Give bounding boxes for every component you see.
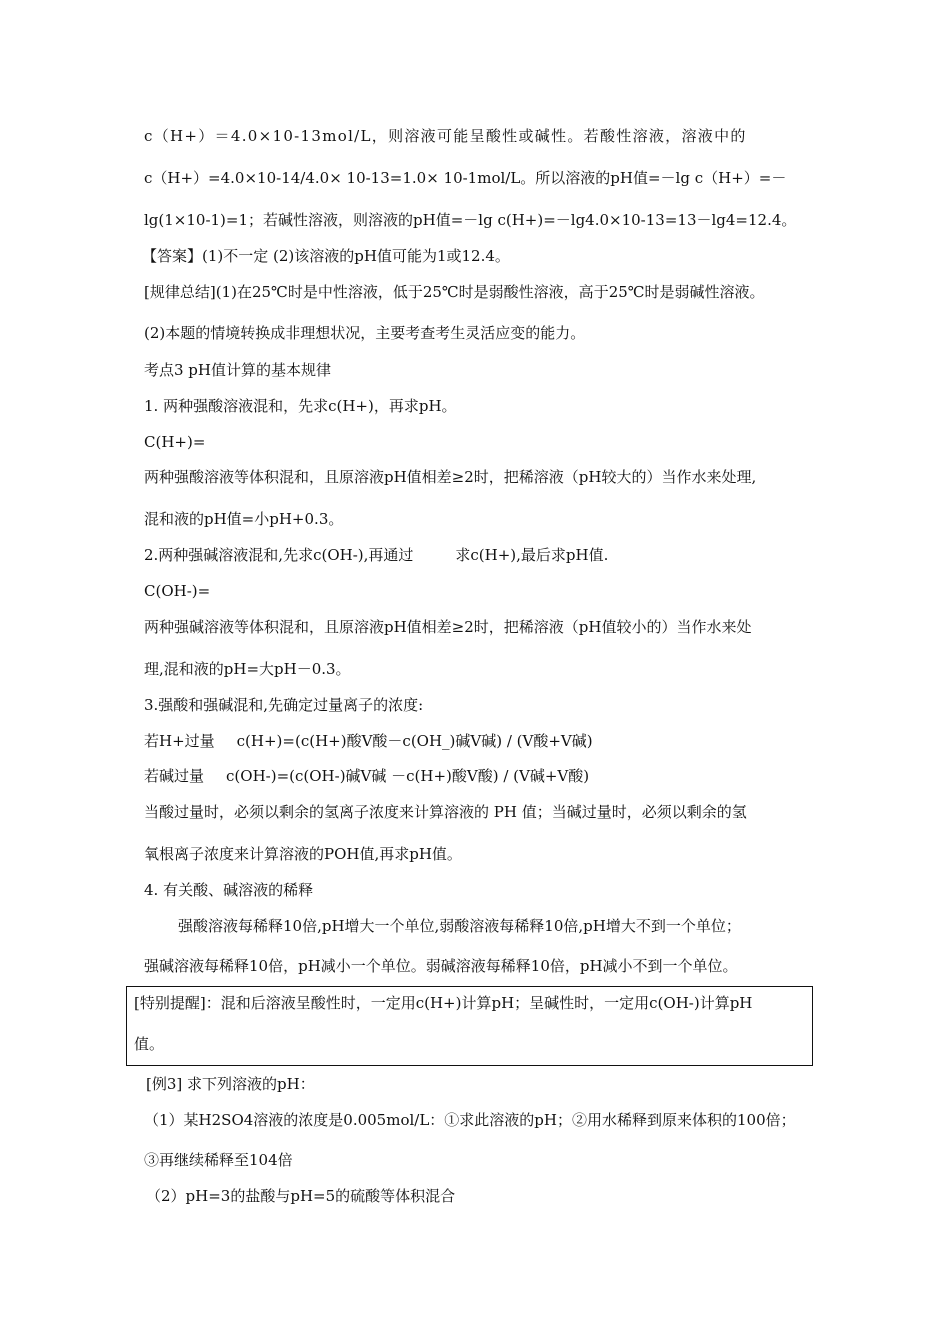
text-line: 氧根离子浓度来计算溶液的POH值,再求pH值。	[144, 845, 462, 863]
example-question: ③再继续稀释至104倍	[144, 1151, 293, 1169]
answer-line: 【答案】(1)不一定 (2)该溶液的pH值可能为1或12.4。	[142, 247, 510, 265]
example-heading: [例3] 求下列溶液的pH：	[146, 1075, 315, 1093]
acid-excess-line	[144, 731, 593, 751]
rule-heading: 4. 有关酸、碱溶液的稀释	[144, 881, 314, 899]
example-question: （1）某H2SO4溶液的浓度是0.005mol/L：①求此溶液的pH；②用水稀释到原来体积的100倍；	[144, 1111, 796, 1129]
formula-line: C(H+)=	[144, 433, 206, 451]
rule-heading	[144, 545, 608, 565]
section-heading: 考点3 pH值计算的基本规律	[144, 361, 331, 379]
text-line: 强酸溶液每稀释10倍,pH增大一个单位,弱酸溶液每稀释10倍,pH增大不到一个单位；	[178, 917, 741, 935]
rule-heading-part1: 2.两种强碱溶液混和,先求c(OH-),再通过	[144, 546, 414, 564]
base-excess-formula: c(OH-)=(c(OH-)碱V碱 －c(H+)酸V酸) / (V碱+V酸)	[226, 767, 590, 785]
rule-heading: 3.强酸和强碱混和,先确定过量离子的浓度:	[144, 696, 424, 714]
text-line: 当酸过量时，必须以剩余的氢离子浓度来计算溶液的 PH 值；当碱过量时，必须以剩余的氢	[144, 803, 747, 821]
summary-line: [规律总结](1)在25℃时是中性溶液，低于25℃时是弱酸性溶液，高于25℃时是弱碱性溶液。	[144, 283, 765, 301]
acid-excess-label: 若H+过量	[144, 732, 215, 750]
text-line: 两种强碱溶液等体积混和，且原溶液pH值相差≥2时，把稀溶液（pH值较小的）当作水来处	[144, 618, 752, 636]
rule-heading-part2: 求c(H+),最后求pH值.	[455, 546, 609, 564]
text-line: 混和液的pH值=小pH+0.3。	[144, 510, 344, 528]
base-excess-line	[144, 766, 589, 786]
text-line: c（H+）＝4.0×10-13mol/L，则溶液可能呈酸性或碱性。若酸性溶液，溶液中的	[144, 127, 747, 145]
text-line: lg(1×10-1)=1；若碱性溶液，则溶液的pH值=－lg c(H+)=－lg4.0×10-13=13－lg4=12.4。	[144, 211, 797, 229]
reminder-line: [特别提醒]：混和后溶液呈酸性时，一定用c(H+)计算pH；呈碱性时，一定用c(OH-)计算pH	[134, 994, 753, 1012]
example-question: （2）pH=3的盐酸与pH=5的硫酸等体积混合	[146, 1187, 456, 1205]
reminder-line: 值。	[134, 1035, 165, 1053]
text-line: 理,混和液的pH=大pH－0.3。	[144, 660, 351, 678]
base-excess-label: 若碱过量	[144, 767, 205, 785]
text-line: c（H+）=4.0×10-14/4.0× 10-13=1.0× 10-1mol/L。所以溶液的pH值=－lg c（H+）=－	[144, 169, 787, 187]
text-line: (2)本题的情境转换成非理想状况，主要考查考生灵活应变的能力。	[144, 324, 586, 342]
formula-line: C(OH-)=	[144, 582, 211, 600]
rule-heading: 1. 两种强酸溶液混和，先求c(H+)，再求pH。	[144, 397, 457, 415]
text-line: 强碱溶液每稀释10倍，pH减小一个单位。弱碱溶液每稀释10倍，pH减小不到一个单位。	[144, 957, 738, 975]
text-line: 两种强酸溶液等体积混和，且原溶液pH值相差≥2时，把稀溶液（pH较大的）当作水来处理,	[144, 468, 757, 486]
acid-excess-formula: c(H+)=(c(H+)酸V酸－c(OH_)碱V碱) / (V酸+V碱)	[236, 732, 593, 750]
